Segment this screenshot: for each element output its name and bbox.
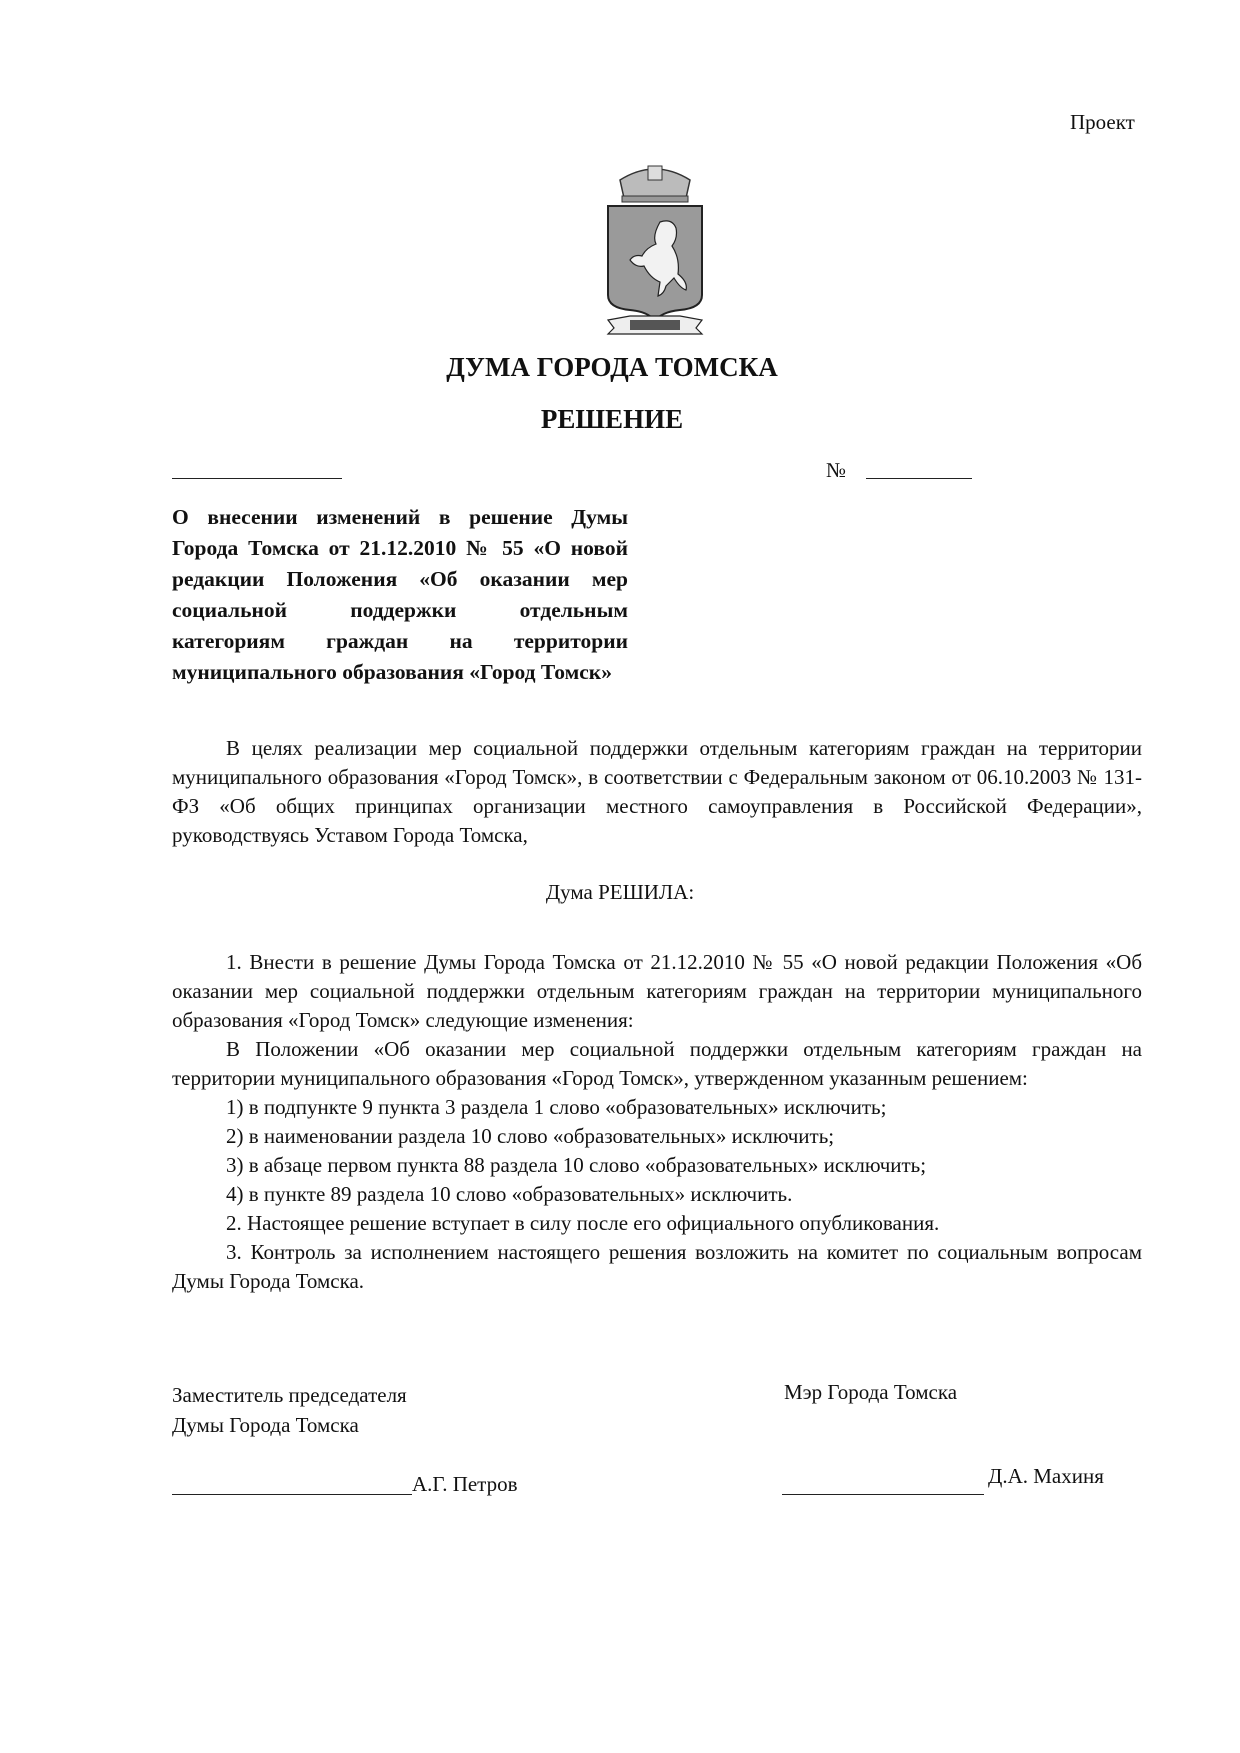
decision-subject: О внесении изменений в решение Думы Города Томска от 21.12.2010 № 55 «О новой редакции Положения «Об оказании мер социальной поддержки отдельным категориям граждан на территории муниципального образования «Город Томск» — [172, 505, 628, 684]
number-blank-line — [866, 478, 972, 479]
sub-item-3: 3) в абзаце первом пункта 88 раздела 10 слово «образовательных» исключить; — [226, 1153, 927, 1177]
sub-item-4: 4) в пункте 89 раздела 10 слово «образовательных» исключить. — [226, 1182, 793, 1206]
sub-item-1: 1) в подпункте 9 пункта 3 раздела 1 слово «образовательных» исключить; — [226, 1095, 887, 1119]
left-title-line2: Думы Города Томска — [172, 1413, 359, 1437]
organization-title: ДУМА ГОРОДА ТОМСКА — [446, 352, 778, 382]
right-signature-line — [782, 1494, 984, 1495]
item-1-intro: В Положении «Об оказании мер социальной поддержки отдельным категориям граждан на территории муниципального образования «Город Томск», утвержденном указанным решением: — [172, 1037, 1142, 1090]
left-signature-line — [172, 1494, 412, 1495]
item-1: 1. Внести в решение Думы Города Томска от 21.12.2010 № 55 «О новой редакции Положения «Об оказании мер социальной поддержки отдельным категориям граждан на территории муниципального образования «Город Томск» следующие изменения: — [172, 950, 1142, 1032]
item-3: 3. Контроль за исполнением настоящего решения возложить на комитет по социальным вопросам Думы Города Томска. — [172, 1240, 1142, 1293]
draft-label: Проект — [1070, 110, 1135, 134]
signatory-left-title — [172, 1380, 407, 1440]
right-signatory-name: Д.А. Махиня — [988, 1464, 1104, 1488]
left-title-line1: Заместитель председателя — [172, 1383, 407, 1407]
signatory-right-title: Мэр Города Томска — [784, 1380, 958, 1404]
decision-items — [172, 948, 1142, 1296]
sub-item-2: 2) в наименовании раздела 10 слово «образовательных» исключить; — [226, 1124, 835, 1148]
item-2: 2. Настоящее решение вступает в силу после его официального опубликования. — [226, 1211, 940, 1235]
preamble-paragraph: В целях реализации мер социальной поддержки отдельным категориям граждан на территории муниципального образования «Город Томск», в соответствии с Федеральным законом от 06.10.2003 № 131-ФЗ «Об общих принципах организации местного самоуправления в Российской Федерации», руководствуясь Уставом Города Томска, — [172, 736, 1142, 847]
resolve-heading: Дума РЕШИЛА: — [545, 880, 695, 904]
date-blank-line — [172, 478, 342, 479]
document-type-title: РЕШЕНИЕ — [540, 404, 684, 434]
number-label: № — [826, 458, 847, 482]
left-signatory-name: А.Г. Петров — [412, 1472, 518, 1496]
tomsk-coat-of-arms-icon — [600, 160, 710, 335]
